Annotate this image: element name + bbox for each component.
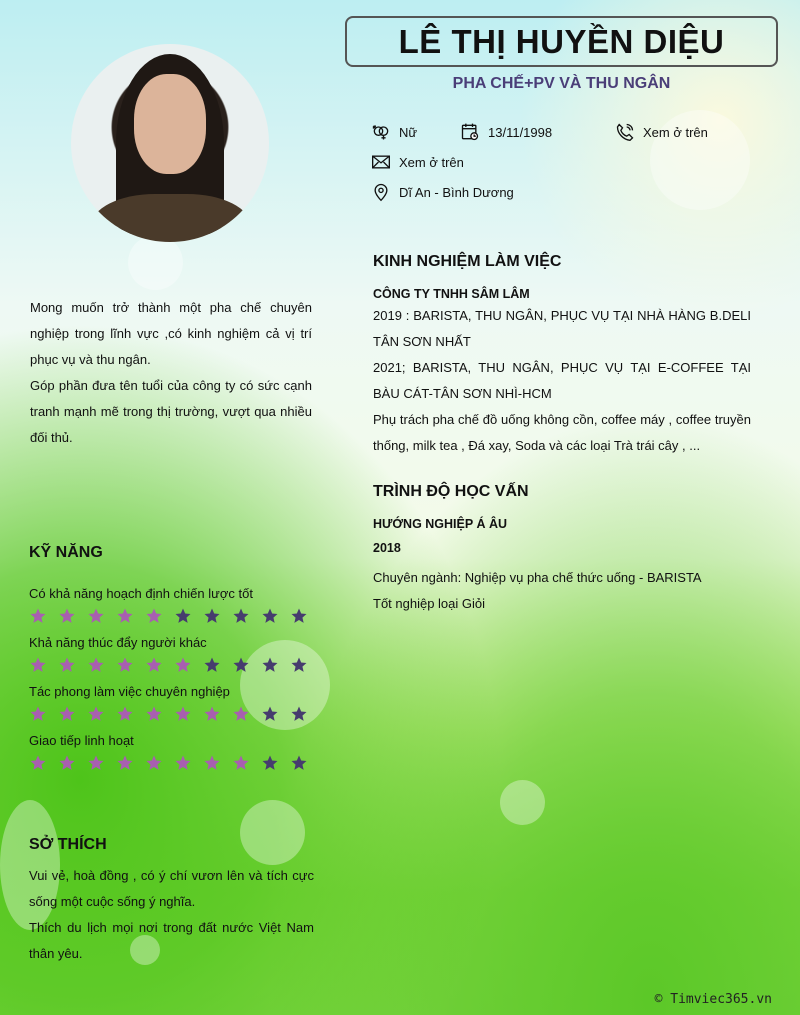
star-filled-icon (174, 656, 192, 674)
star-filled-icon (87, 705, 105, 723)
objective-line: Mong muốn trở thành một pha chế chuyên nghiệp trong lĩnh vực ,có kinh nghiệm cả vị trí phục vụ và thu ngân. (30, 300, 312, 367)
gender-text: Nữ (399, 124, 418, 140)
star-empty-icon (290, 705, 308, 723)
star-filled-icon (203, 705, 221, 723)
email-text: Xem ở trên (399, 154, 464, 170)
star-filled-icon (87, 607, 105, 625)
star-empty-icon (290, 754, 308, 772)
star-empty-icon (261, 607, 279, 625)
skill-label: Có khả năng hoạch định chiến lược tốt (29, 586, 253, 601)
star-filled-icon (87, 656, 105, 674)
address-info (371, 182, 514, 202)
phone-info (615, 122, 708, 142)
star-empty-icon (174, 607, 192, 625)
experience-line: 2021; BARISTA, THU NGÂN, PHỤC VỤ TẠI E-COFFEE TẠI BÀU CÁT-TÂN SƠN NHÌ-HCM (373, 360, 751, 401)
star-empty-icon (203, 607, 221, 625)
email-icon (371, 152, 391, 172)
star-empty-icon (261, 656, 279, 674)
hobby-line: Thích du lịch mọi nơi trong đất nước Việt Nam thân yêu. (29, 920, 314, 961)
hobbies-heading: SỞ THÍCH (29, 836, 107, 853)
education-line: Chuyên ngành: Nghiệp vụ pha chế thức uống - BARISTA (373, 570, 702, 585)
calendar-icon (460, 122, 480, 142)
skill-rating (29, 705, 319, 723)
career-objective (30, 295, 312, 451)
star-filled-icon (29, 607, 47, 625)
birthday-info (460, 122, 552, 142)
school-name: HƯỚNG NGHIỆP Á ÂU (373, 517, 508, 531)
experience-heading: KINH NGHIỆM LÀM VIỆC (373, 253, 562, 270)
star-filled-icon (58, 656, 76, 674)
star-filled-icon (174, 754, 192, 772)
job-title: PHA CHẾ+PV VÀ THU NGÂN (452, 75, 671, 92)
star-empty-icon (232, 607, 250, 625)
star-filled-icon (58, 607, 76, 625)
star-filled-icon (87, 754, 105, 772)
skill-rating (29, 607, 319, 625)
star-filled-icon (232, 705, 250, 723)
education-line: Tốt nghiệp loại Giỏi (373, 596, 486, 611)
education-section (373, 517, 751, 617)
skill-rating (29, 656, 319, 674)
star-empty-icon (203, 656, 221, 674)
star-filled-icon (58, 705, 76, 723)
skill-label: Tác phong làm việc chuyên nghiệp (29, 684, 230, 699)
skills-list (29, 586, 319, 782)
address-text: Dĩ An - Bình Dương (399, 184, 514, 200)
star-filled-icon (29, 656, 47, 674)
location-pin-icon (371, 182, 391, 202)
star-filled-icon (29, 705, 47, 723)
star-filled-icon (145, 656, 163, 674)
skill-rating (29, 754, 319, 772)
hobby-line: Vui vẻ, hoà đồng , có ý chí vươn lên và tích cực sống một cuộc sống ý nghĩa. (29, 868, 314, 909)
star-filled-icon (145, 754, 163, 772)
experience-section (373, 287, 751, 459)
star-filled-icon (29, 754, 47, 772)
star-filled-icon (145, 705, 163, 723)
footer-copyright: © Timviec365.vn (654, 992, 772, 1007)
objective-line: Góp phần đưa tên tuổi của công ty có sức cạnh tranh mạnh mẽ trong thị trường, vượt qua nhiều đối thủ. (30, 378, 312, 445)
star-empty-icon (232, 656, 250, 674)
gender-info (371, 122, 417, 142)
phone-icon (615, 122, 635, 142)
star-filled-icon (116, 656, 134, 674)
education-heading: TRÌNH ĐỘ HỌC VẤN (373, 483, 529, 500)
education-year: 2018 (373, 541, 401, 555)
candidate-name: LÊ THỊ HUYỀN DIỆU (345, 16, 778, 67)
star-filled-icon (116, 754, 134, 772)
star-empty-icon (261, 754, 279, 772)
email-info (371, 152, 464, 172)
star-filled-icon (203, 754, 221, 772)
star-empty-icon (290, 607, 308, 625)
experience-line: Phụ trách pha chế đồ uống không cồn, coffee máy , coffee truyền thống, milk tea , Đá xay, Soda và các loại Trà trái cây , ... (373, 412, 751, 453)
star-filled-icon (174, 705, 192, 723)
star-filled-icon (232, 754, 250, 772)
star-filled-icon (116, 607, 134, 625)
star-empty-icon (290, 656, 308, 674)
hobbies-text (29, 863, 314, 967)
skill-label: Giao tiếp linh hoạt (29, 733, 134, 748)
star-filled-icon (145, 607, 163, 625)
star-filled-icon (58, 754, 76, 772)
birthday-text: 13/11/1998 (488, 124, 553, 140)
star-empty-icon (261, 705, 279, 723)
company-name: CÔNG TY TNHH SÂM LÂM (373, 287, 530, 301)
gender-icon (371, 122, 391, 142)
skill-label: Khả năng thúc đẩy người khác (29, 635, 207, 650)
phone-text: Xem ở trên (643, 124, 708, 140)
profile-photo (71, 44, 269, 242)
skills-heading: KỸ NĂNG (29, 544, 103, 561)
experience-line: 2019 : BARISTA, THU NGÂN, PHỤC VỤ TẠI NHÀ HÀNG B.DELI TÂN SƠN NHẤT (373, 308, 751, 349)
star-filled-icon (116, 705, 134, 723)
